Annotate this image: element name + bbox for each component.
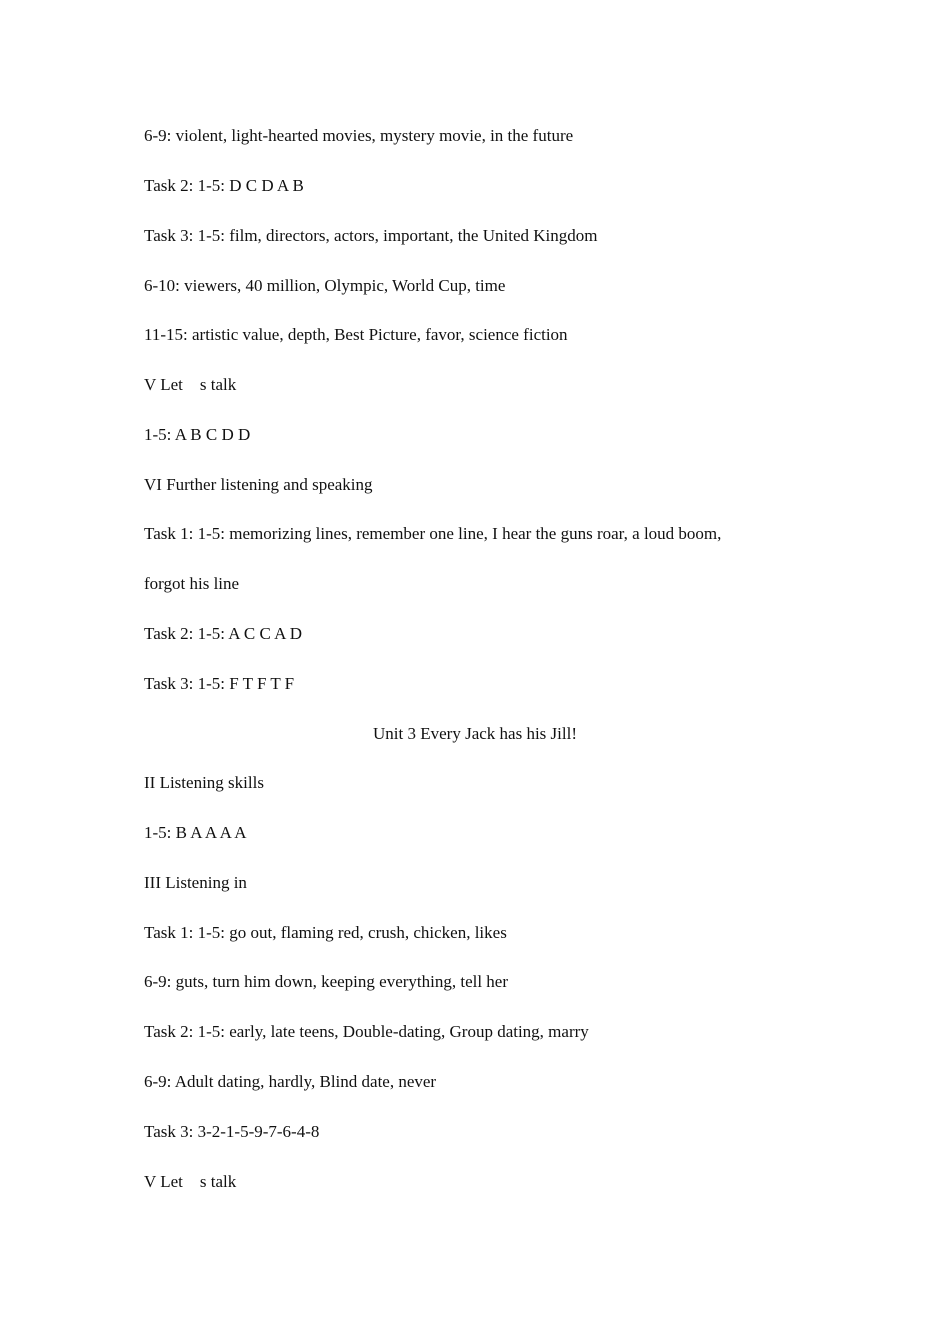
answer-line-task3: Task 3: 1-5: film, directors, actors, important, the United Kingdom — [144, 226, 598, 245]
answer-line-task3-unit3: Task 3: 3-2-1-5-9-7-6-4-8 — [144, 1122, 320, 1141]
section-heading-listening-skills: II Listening skills — [144, 773, 264, 792]
answer-line-lets-talk: 1-5: A B C D D — [144, 425, 251, 444]
answer-line-task1: Task 1: 1-5: memorizing lines, remember one line, I hear the guns roar, a loud boom, — [144, 524, 722, 543]
unit-title: Unit 3 Every Jack has his Jill! — [373, 724, 577, 743]
section-heading-further-listening: VI Further listening and speaking — [144, 475, 373, 494]
section-heading-lets-talk: V Let s talk — [144, 375, 237, 394]
section-heading-listening-in: III Listening in — [144, 873, 247, 892]
answer-line-6-10: 6-10: viewers, 40 million, Olympic, World Cup, time — [144, 276, 506, 295]
answer-line-6-9-dating: 6-9: Adult dating, hardly, Blind date, never — [144, 1072, 437, 1091]
answer-line-6-9-unit3: 6-9: guts, turn him down, keeping everything, tell her — [144, 972, 509, 991]
section-heading-lets-talk-unit3: V Let s talk — [144, 1172, 237, 1191]
answer-line-6-9-movies: 6-9: violent, light-hearted movies, mystery movie, in the future — [144, 126, 574, 145]
answer-line-task2-unit3: Task 2: 1-5: early, late teens, Double-dating, Group dating, marry — [144, 1022, 589, 1041]
answer-line-task1-unit3: Task 1: 1-5: go out, flaming red, crush, chicken, likes — [144, 923, 507, 942]
answer-line-listening-skills: 1-5: B A A A A — [144, 823, 247, 842]
answer-line-11-15: 11-15: artistic value, depth, Best Picture, favor, science fiction — [144, 325, 568, 344]
answer-line-task1-continued: forgot his line — [144, 574, 240, 593]
answer-line-task2-further: Task 2: 1-5: A C C A D — [144, 624, 302, 643]
answer-line-task3-further: Task 3: 1-5: F T F T F — [144, 674, 295, 693]
answer-line-task2: Task 2: 1-5: D C D A B — [144, 176, 304, 195]
